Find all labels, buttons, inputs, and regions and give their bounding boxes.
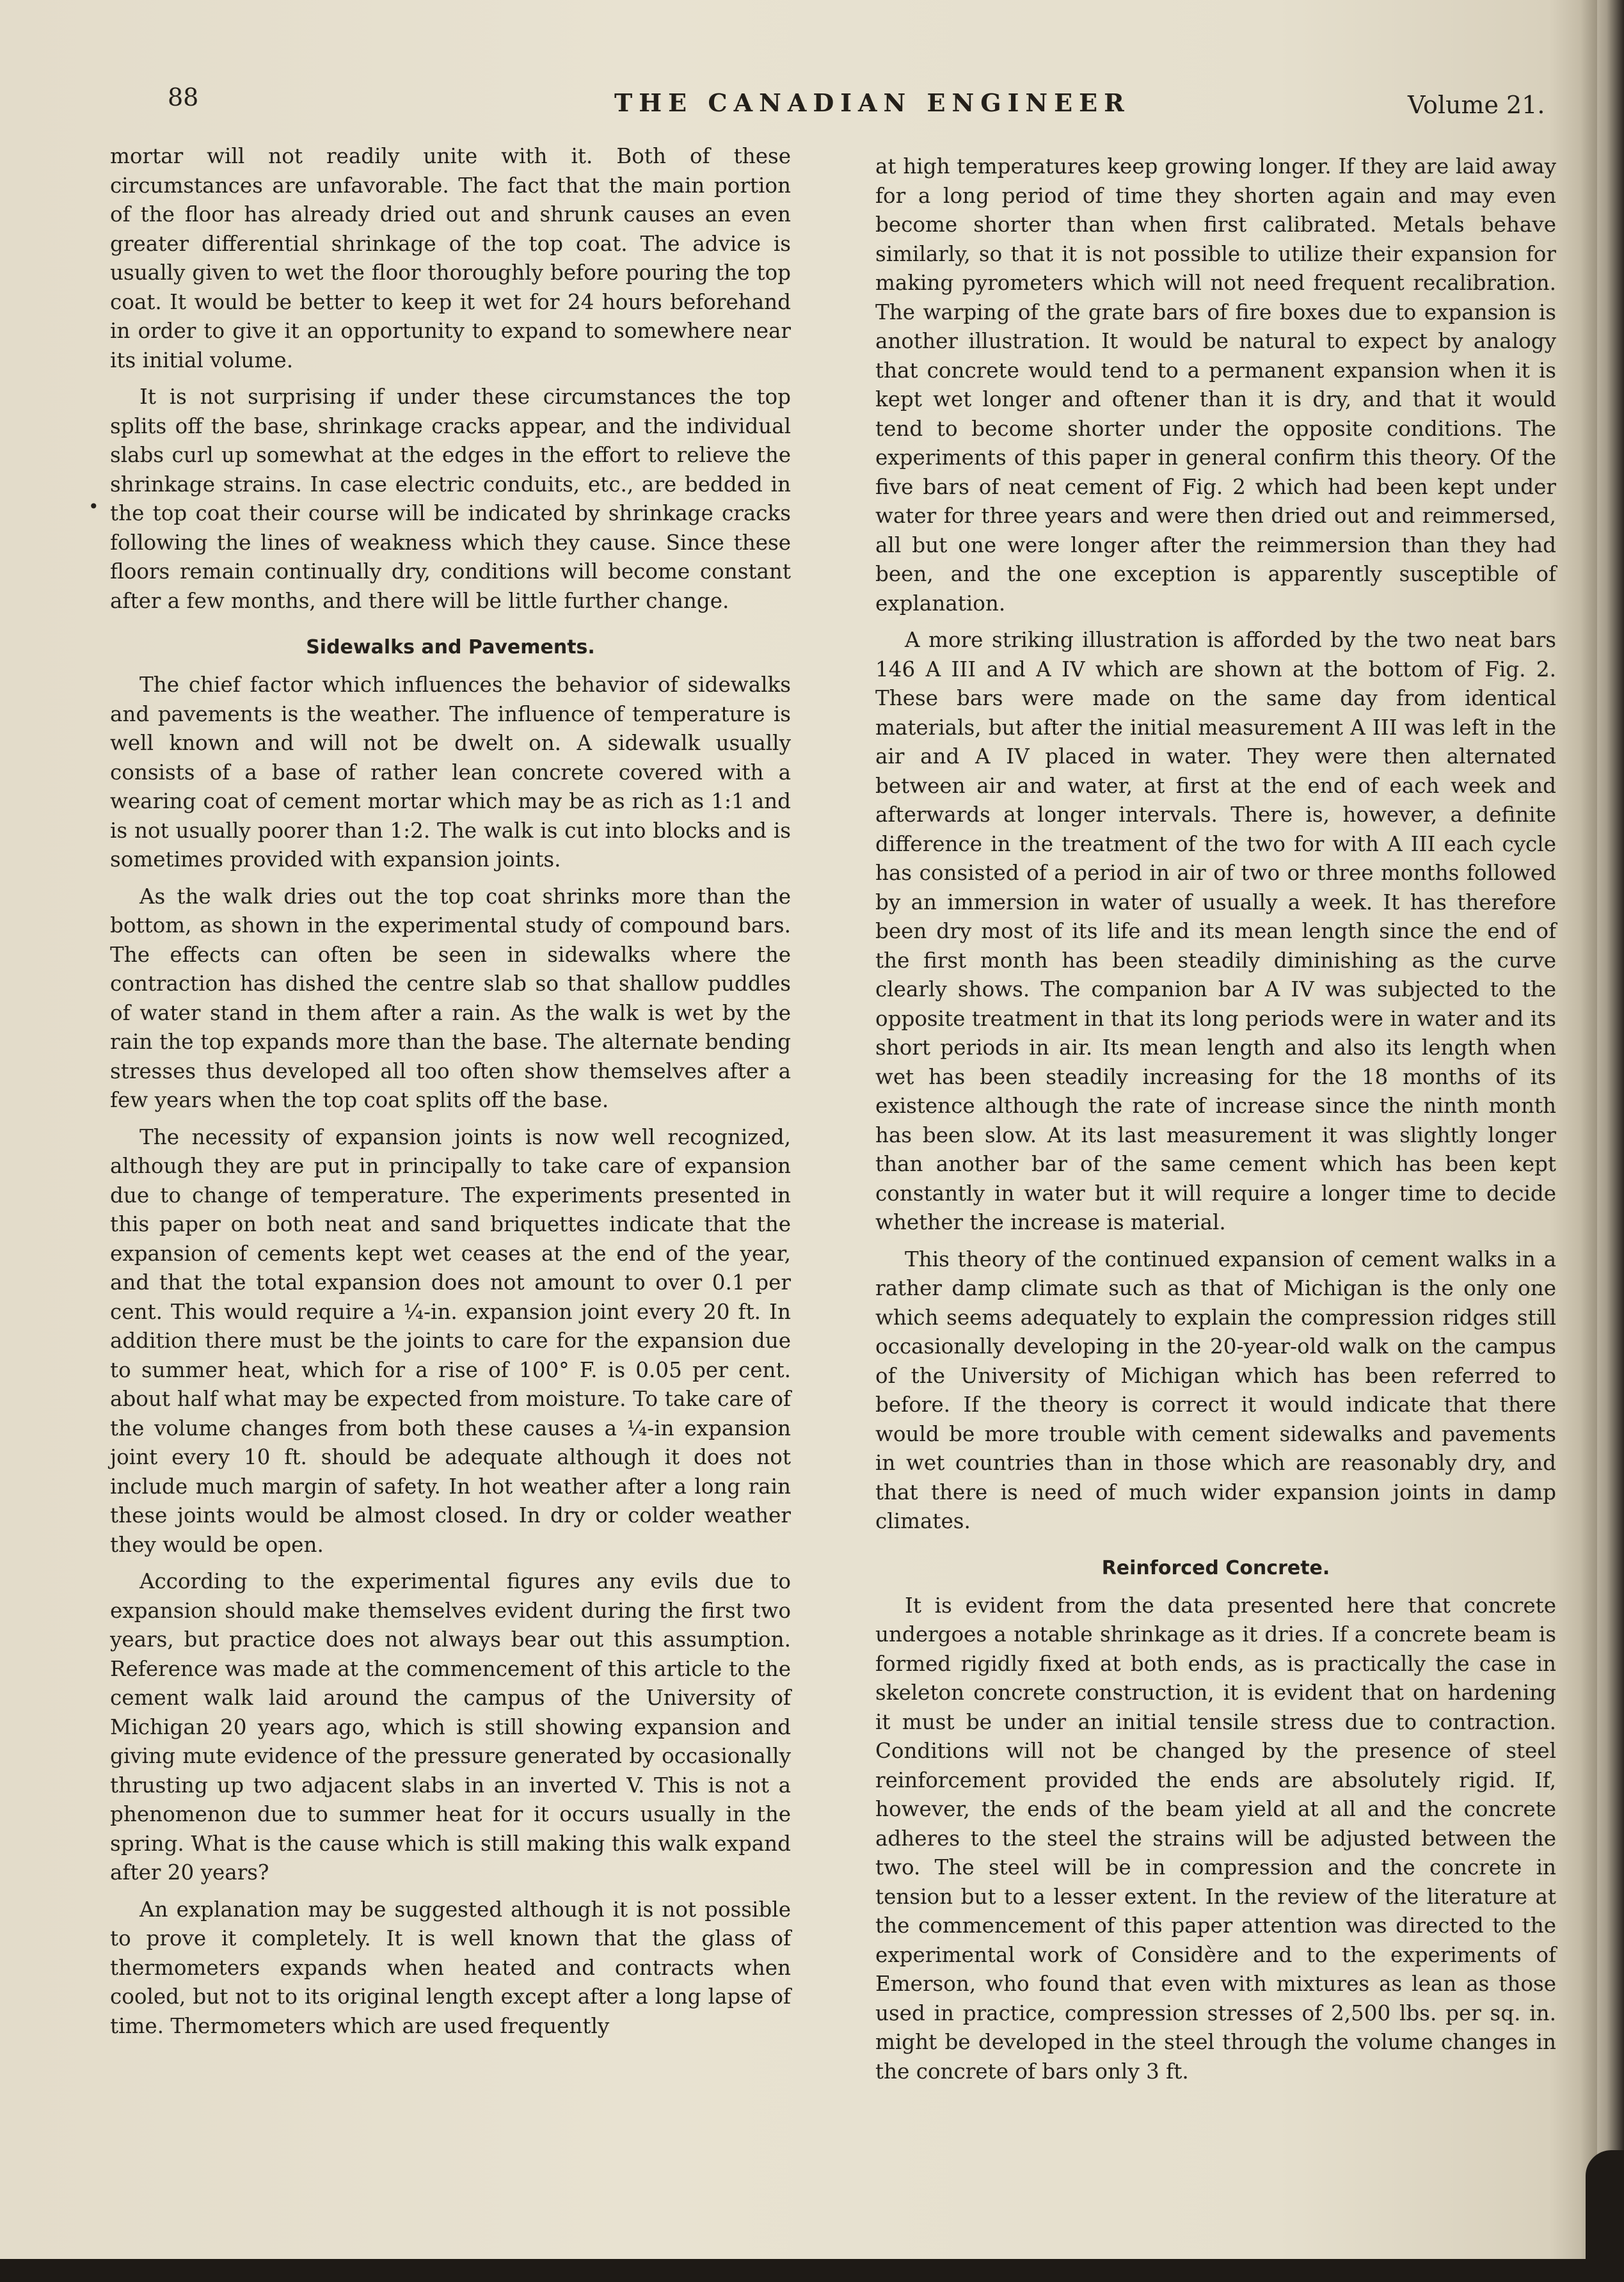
page-edge-shadow: [1580, 0, 1624, 2282]
right-column: [875, 152, 1556, 2094]
section-heading-reinforced: Reinforced Concrete.: [1101, 1556, 1330, 1579]
page-header: [0, 83, 1597, 134]
paragraph: A more striking illustration is afforded by the two neat bars 146 A III and A IV which are shown at the bottom of Fig. 2. These bars were made on the same day from identical materials, but after the initial measurement A III was left in the air and A IV placed in water. They were then alternated between air and water, at first at the end of each week and afterwards at longer intervals. There is, however, a definite difference in the treatment of the two for with A III each cycle has consisted of a period in air of two or three months followed by an immersion in water of usually a week. It has therefore been dry most of its life and its mean length since the end of the first month has been steadily diminishing as the curve clearly shows. The companion bar A IV was subjected to the opposite treatment in that its long periods were in water and its short periods in air. Its mean length and also its length when wet has been steadily increasing for the 18 months of its existence although the rate of increase since the ninth month has been slow. At its last measurement it was slightly longer than another bar of the same cement which has been kept constantly in water but it will require a longer time to decide whether the increase is material.: [875, 628, 1556, 1234]
paragraph: It is evident from the data presented here that concrete undergoes a notable shrinkage as it dries. If a concrete beam is formed rigidly fixed at both ends, as is practically the case in skeleton concrete construction, it is evident that on hardening it must be under an initial tensile stress due to contraction. Conditions will not be changed by the presence of steel reinforcement provided the ends are absolutely rigid. If, however, the ends of the beam yield at all and the concrete adheres to the steel the strains will be adjusted between the two. The steel will be in compression and the concrete in tension but to a lesser extent. In the review of the literature at the commencement of this paper attention was directed to the experimental work of Considère and to the experiments of Emerson, who found that even with mixtures as lean as those used in practice, compression stresses of 2,500 lbs. per sq. in. might be developed in the steel through the volume changes in the concrete of bars only 3 ft.: [875, 1593, 1556, 2084]
journal-title: THE CANADIAN ENGINEER: [614, 88, 1131, 117]
paragraph: An explanation may be suggested although it is not possible to prove it completely. It is well known that the glass of thermometers expands when heated and contracts when cooled, but not to its original length except after a long lapse of time. Thermometers which are used frequently: [110, 1897, 791, 2038]
paragraph: According to the experimental figures any evils due to expansion should make themselves evident during the first two years, but practice does not always bear out this assumption. Reference was made at the commencement of this article to the cement walk laid around the campus of the University of Michigan 20 years ago, which is still showing expansion and giving mute evidence of the pressure generated by occasionally thrusting up two adjacent slabs in an inverted V. This is not a phenomenon due to summer heat for it occurs usually in the spring. What is the cause which is still making this walk expand after 20 years?: [110, 1569, 791, 1885]
margin-dot: •: [88, 496, 99, 517]
volume-label: Volume 21.: [1408, 91, 1545, 119]
paragraph: It is not surprising if under these circumstances the top splits off the base, shrinkage cracks appear, and the individual slabs curl up somewhat at the edges in the effort to relieve the shrinkage strains. In case electric conduits, etc., are bedded in the top coat their course will be indicated by shrinkage cracks following the lines of weakness which they cause. Since these floors remain continually dry, conditions will become constant after a few months, and there will be little further change.: [110, 385, 791, 613]
paragraph: The necessity of expansion joints is now well recognized, although they are put in principally to take care of expansion due to change of temperature. The experiments presented in this paper on both neat and sand briquettes indicate that the expansion of cements kept wet ceases at the end of the year, and that the total expansion does not amount to over 0.1 per cent. This would require a ¼-in. expansion joint every 20 ft. In addition there must be the joints to care for the expansion due to summer heat, which for a rise of 100° F. is 0.05 per cent. about half what may be expected from moisture. To take care of the volume changes from both these causes a ¼-in expansion joint every 10 ft. should be adequate although it does not include much margin of safety. In hot weather after a long rain these joints would be almost closed. In dry or colder weather they would be open.: [110, 1124, 791, 1557]
section-heading-sidewalks: Sidewalks and Pavements.: [306, 636, 595, 658]
paragraph: at high temperatures keep growing longer. If they are laid away for a long period of time they shorten again and may even become shorter than when first calibrated. Metals behave similarly, so that it is not possible to utilize their expansion for making pyrometers which will not need frequent recalibration. The warping of the grate bars of fire boxes due to expansion is another illustration. It would be natural to expect by analogy that concrete would tend to a permanent expansion when it is kept wet longer and oftener than it is dry, and that it would tend to become shorter under the opposite conditions. The experiments of this paper in general confirm this theory. Of the five bars of neat cement of Fig. 2 which had been kept under water for three years and were then dried out and reimmersed, all but one were longer after the reimmersion than they had been, and the one exception is apparently susceptible of explanation.: [875, 154, 1556, 616]
paragraph: As the walk dries out the top coat shrinks more than the bottom, as shown in the experimental study of compound bars. The effects can often be seen in sidewalks where the contraction has dished the centre slab so that shallow puddles of water stand in them after a rain. As the walk is wet by the rain the top expands more than the base. The alternate bending stresses thus developed all too often show themselves after a few years when the top coat splits off the base.: [110, 884, 791, 1112]
paragraph: The chief factor which influences the behavior of sidewalks and pavements is the weather. The influence of temperature is well known and will not be dwelt on. A sidewalk usually consists of a base of rather lean concrete covered with a wearing coat of cement mortar which may be as rich as 1:1 and is not usually poorer than 1:2. The walk is cut into blocks and is sometimes provided with expansion joints.: [110, 673, 791, 872]
scan-bottom-border: [0, 2259, 1624, 2282]
left-column: [110, 142, 791, 2048]
paragraph: mortar will not readily unite with it. Both of these circumstances are unfavorable. The fact that the main portion of the floor has already dried out and shrunk causes an even greater differential shrinkage of the top coat. The advice is usually given to wet the floor thoroughly before pouring the top coat. It would be better to keep it wet for 24 hours beforehand in order to give it an opportunity to expand to somewhere near its initial volume.: [110, 144, 791, 372]
paragraph: This theory of the continued expansion of cement walks in a rather damp climate such as that of Michigan is the only one which seems adequately to explain the compression ridges still occasionally developing in the 20-year-old walk on the campus of the University of Michigan which has been referred to before. If the theory is correct it would indicate that there would be more trouble with cement sidewalks and pavements in wet countries than in those which are reasonably dry, and that there is need of much wider expansion joints in damp climates.: [875, 1247, 1556, 1533]
page-number: 88: [168, 83, 199, 111]
